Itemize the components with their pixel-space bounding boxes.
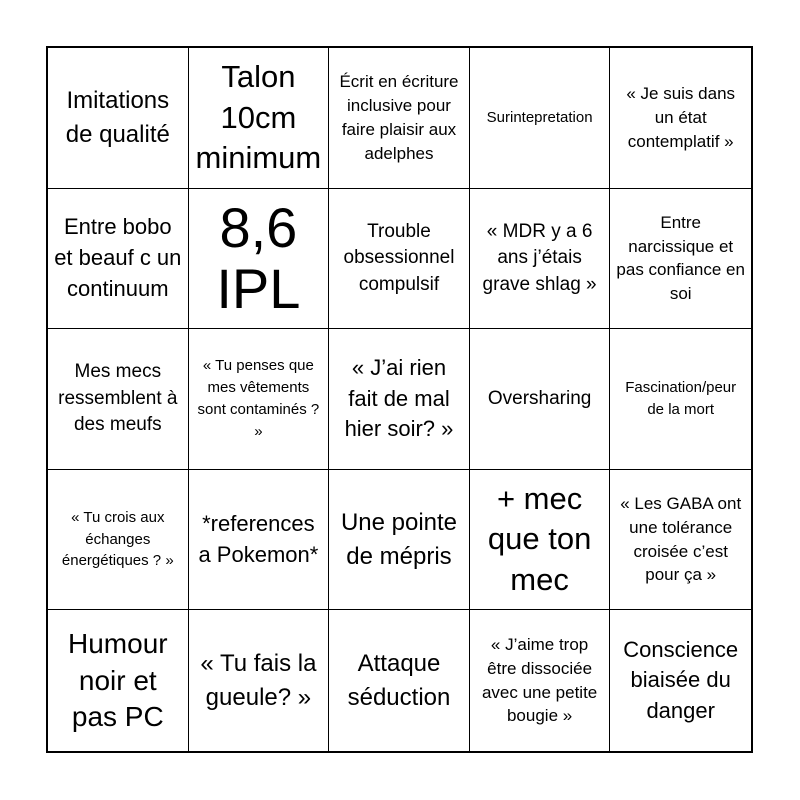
bingo-cell-r1c1[interactable]: Imitations de qualité [48, 48, 189, 189]
bingo-cell-r3c4[interactable]: Oversharing [470, 329, 611, 470]
bingo-cell-r4c3[interactable]: Une pointe de mépris [329, 470, 470, 611]
bingo-cell-r1c2[interactable]: Talon 10cm minimum [189, 48, 330, 189]
bingo-cell-r2c5[interactable]: Entre narcissique et pas confiance en soi [610, 189, 751, 330]
bingo-cell-r1c4[interactable]: Surintepretation [470, 48, 611, 189]
bingo-cell-r5c1[interactable]: Humour noir et pas PC [48, 610, 189, 751]
bingo-cell-r3c2[interactable]: « Tu penses que mes vêtements sont contaminés ? » [189, 329, 330, 470]
bingo-cell-r5c4[interactable]: « J’aime trop être dissociée avec une petite bougie » [470, 610, 611, 751]
bingo-cell-r4c5[interactable]: « Les GABA ont une tolérance croisée c’est pour ça » [610, 470, 751, 611]
bingo-cell-r2c3[interactable]: Trouble obsessionnel compulsif [329, 189, 470, 330]
bingo-cell-r5c5[interactable]: Conscience biaisée du danger [623, 636, 739, 724]
bingo-cell-r3c5[interactable]: Fascination/peur de la mort [610, 329, 751, 470]
bingo-cell-r2c4[interactable]: « MDR y a 6 ans j’étais grave shlag » [470, 189, 611, 330]
bingo-cell-r4c1[interactable]: « Tu crois aux échanges énergétiques ? » [48, 470, 189, 611]
bingo-cell-r3c3[interactable]: « J’ai rien fait de mal hier soir? » [329, 329, 470, 470]
bingo-cell-r5c2[interactable]: « Tu fais la gueule? » [189, 610, 330, 751]
bingo-cell-r4c2[interactable]: *references a Pokemon* [189, 470, 330, 611]
bingo-cell-r3c1[interactable]: Mes mecs ressemblent à des meufs [48, 329, 189, 470]
bingo-cell-r4c4[interactable]: + mec que ton mec [470, 470, 611, 611]
bingo-cell-r1c3[interactable]: Écrit en écriture inclusive pour faire plaisir aux adelphes [329, 48, 470, 189]
bingo-cell-r1c5[interactable]: « Je suis dans un état contemplatif » [610, 48, 751, 189]
bingo-board [46, 46, 753, 753]
bingo-cell-r2c2[interactable]: 8,6 IPL [189, 189, 330, 330]
bingo-cell-r5c3[interactable]: Attaque séduction [329, 610, 470, 751]
bingo-cell-r2c1[interactable]: Entre bobo et beauf c un continuum [48, 189, 189, 330]
